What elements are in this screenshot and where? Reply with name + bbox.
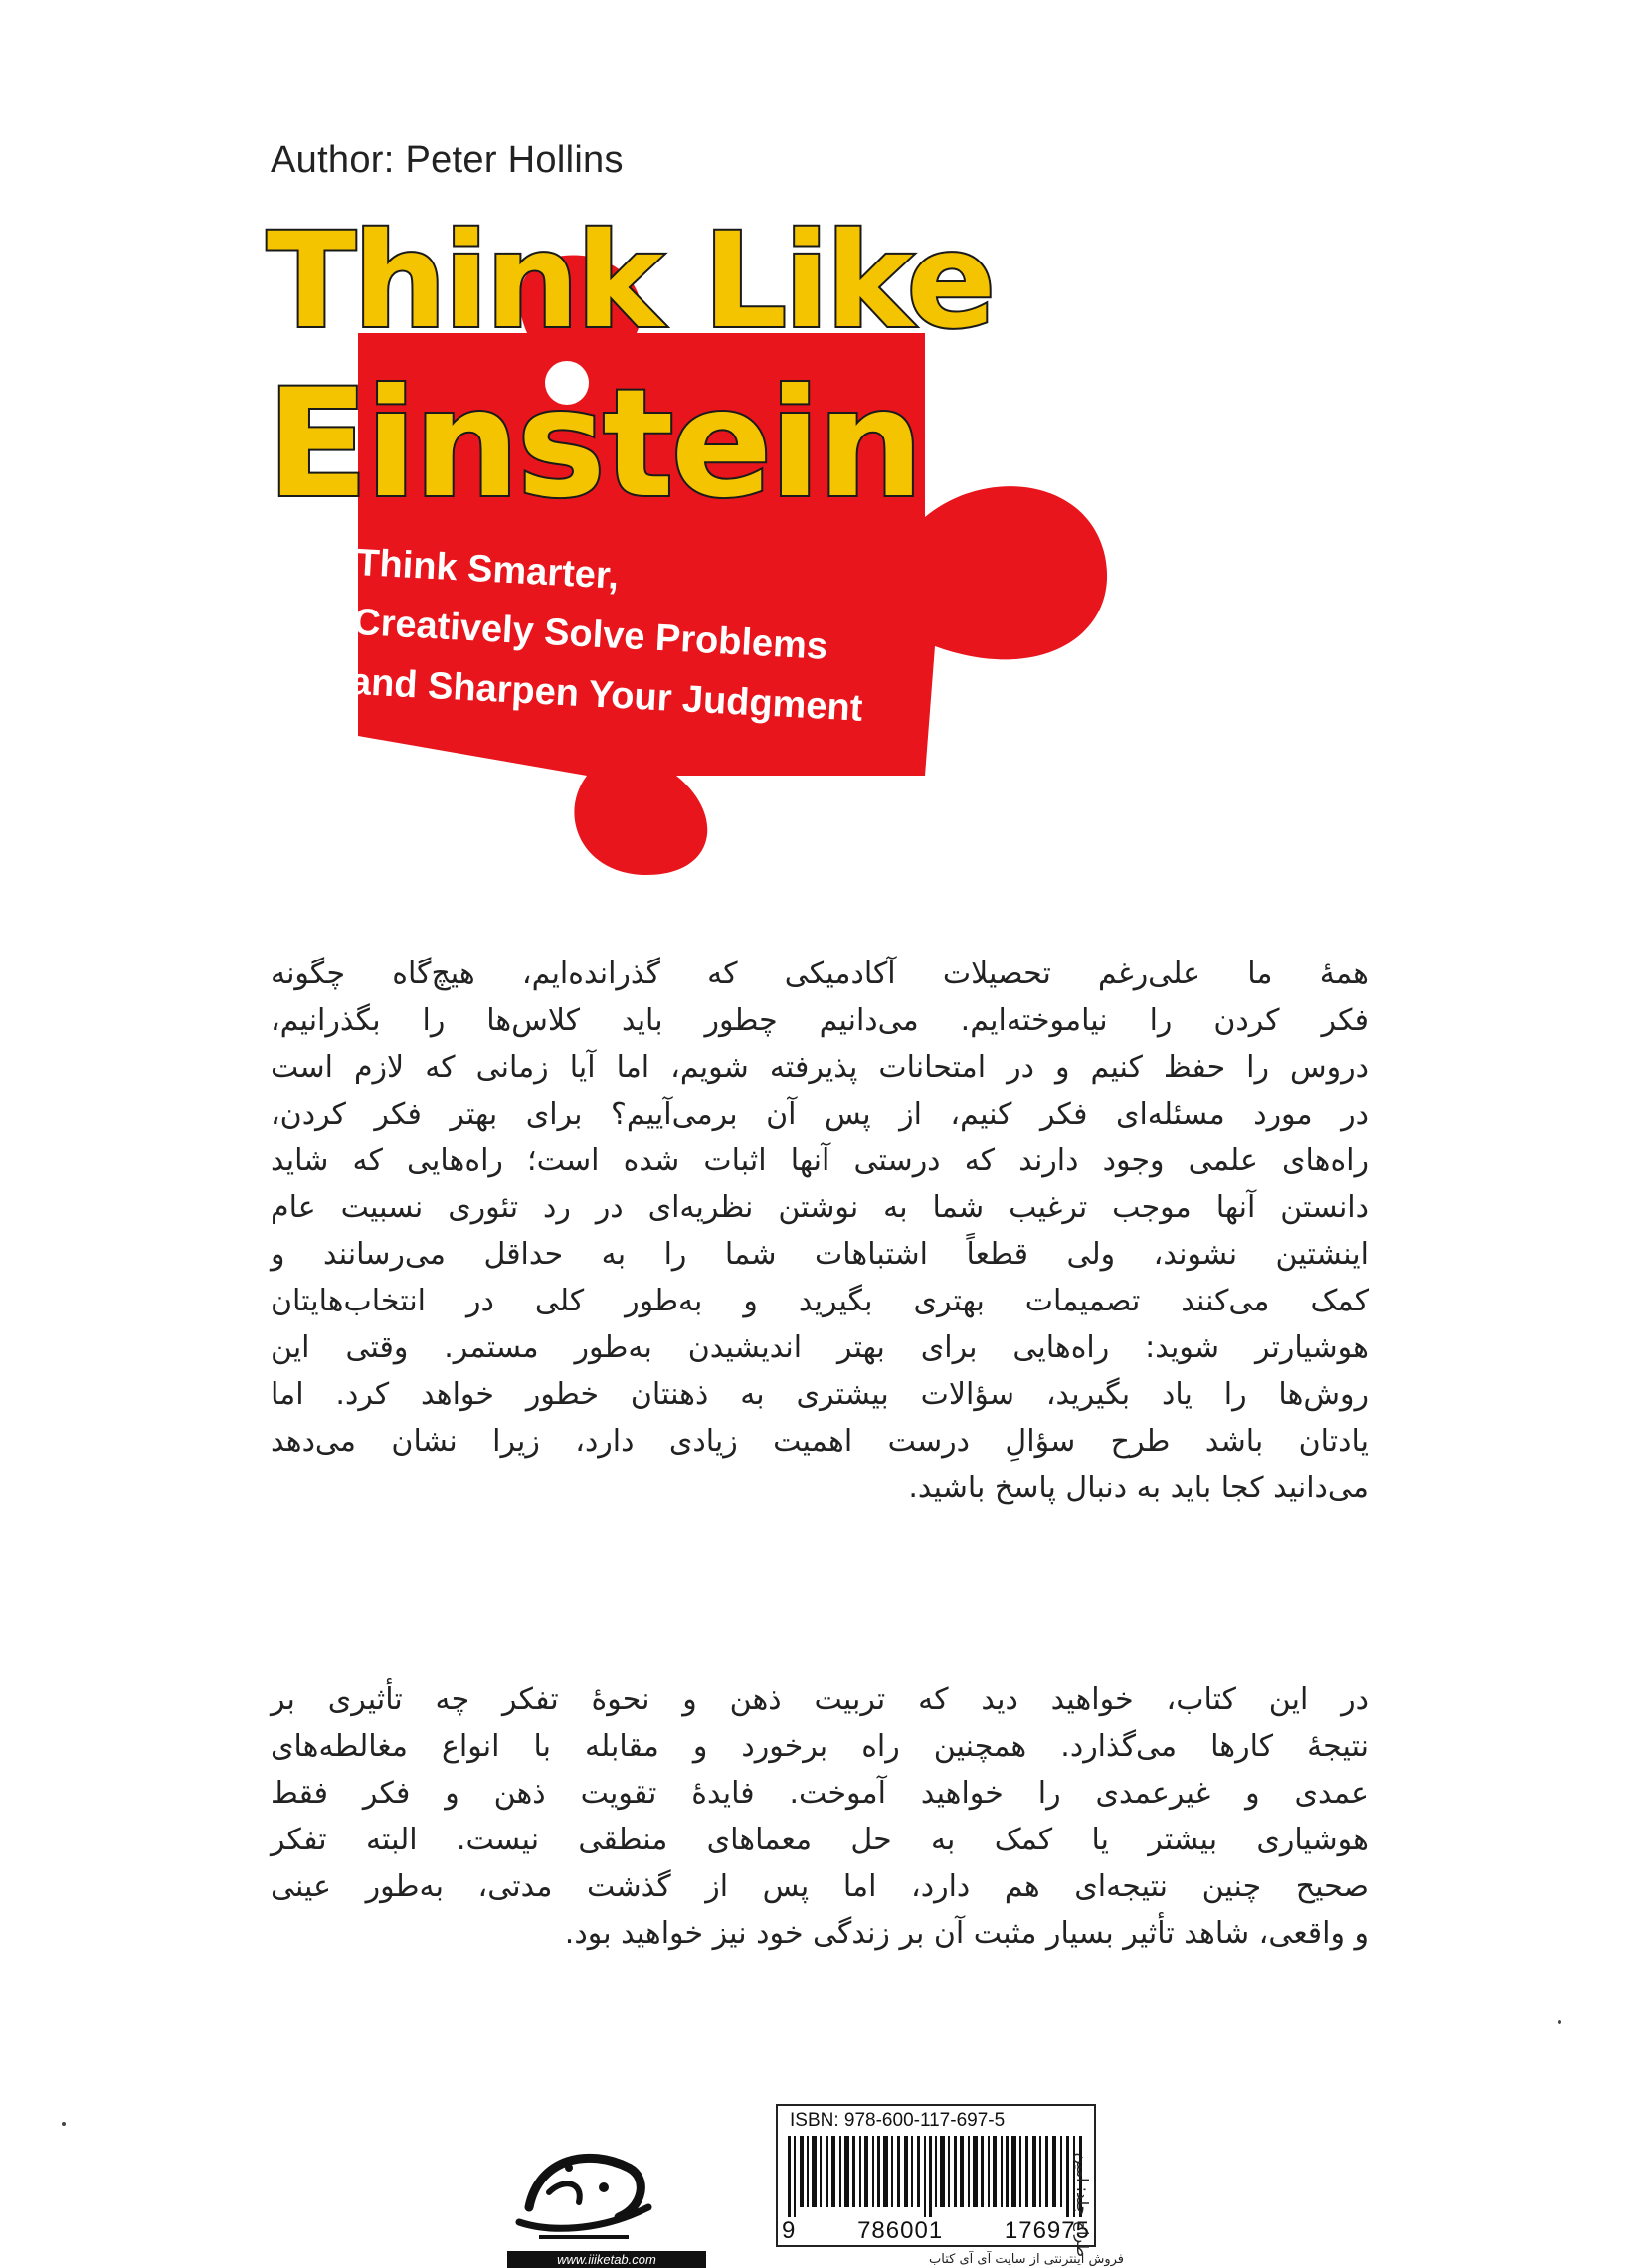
subtitle-line: Creatively Solve Problems [352,601,829,668]
designer-credit: طراح جلد: امین [1073,2152,1092,2257]
text-line: همهٔ ما علی‌رغم تحصیلات آکادمیکی که گذرانده‌ایم، هیچ‌گاه چگونه [271,957,1369,991]
subtitle-line: and Sharpen Your Judgment [349,660,864,730]
text-line: صحیح چنین نتیجه‌ای هم دارد، اما پس از گذشت مدتی، به‌طور عینی [271,1869,1369,1904]
barcode-digits [782,2217,1090,2245]
text-line: فکر کردن را نیاموخته‌ایم. می‌دانیم چطور باید کلاس‌ها را بگذرانیم، [271,1003,1369,1038]
title-line-1: Think Like [267,205,994,358]
isbn-barcode-box [776,2104,1096,2247]
barcode-digit-group: 9 [782,2217,797,2244]
footer-website: www.iiiketab.com [507,2251,706,2268]
isbn-label: ISBN: 978-600-117-697-5 [790,2110,1006,2131]
text-line: و واقعی، شاهد تأثیر بسیار مثبت آن بر زندگی خود نیز خواهید بود. [564,1916,1369,1951]
text-line: یادتان باشد طرح سؤالِ درست اهمیت زیادی دارد، زیرا نشان می‌دهد [271,1424,1369,1459]
text-line: دانستن آنها موجب ترغیب شما به نوشتن نظریه‌ای در رد تئوری نسبیت عام [271,1190,1369,1225]
text-line: می‌دانید کجا باید به دنبال پاسخ باشید. [908,1471,1369,1505]
barcode-digit-group: 786001 [857,2217,944,2244]
barcode-digit-group: 176975 [1004,2217,1090,2244]
subtitle-line: Think Smarter, [355,541,621,598]
footer-text: فروش اینترنتی از سایت آی آی کتاب [929,2252,1124,2267]
author-line: Author: Peter Hollins [271,139,624,181]
publisher-logo [509,2138,658,2247]
speck-mark [1558,2020,1561,2024]
title-line-2: Einstein [267,358,921,531]
text-line: هوشیاری بیشتر یا کمک به حل معماهای منطقی نیست. البته تفکر [271,1823,1369,1857]
text-line: کمک می‌کنند تصمیمات بهتری بگیرید و به‌طور کلی در انتخاب‌هایتان [271,1284,1369,1318]
footer-strip [507,2251,1124,2268]
text-line: روش‌ها را یاد بگیرید، سؤالات بیشتری به ذهنتان خطور خواهد کرد. اما [271,1377,1369,1412]
text-line: نتیجهٔ کارها می‌گذارد. همچنین راه برخورد و مقابله با انواع مغالطه‌های [271,1729,1369,1764]
description-paragraph-2 [271,1676,1369,1957]
text-line: اینشتین نشوند، ولی قطعاً اشتباهات شما را به حداقل می‌رسانند و [271,1237,1369,1272]
barcode-icon [784,2136,1088,2217]
text-line: در مورد مسئله‌ای فکر کنیم، از پس آن برمی‌آییم؟ برای بهتر فکر کردن، [271,1097,1369,1132]
text-line: هوشیارتر شوید: راه‌هایی برای بهتر اندیشیدن به‌طور مستمر. وقتی این [271,1330,1369,1365]
speck-mark [62,2122,66,2126]
subtitle [349,533,871,739]
text-line: عمدی و غیرعمدی را خواهید آموخت. فایدهٔ تقویت ذهن و فکر فقط [271,1776,1369,1811]
text-line: دروس را حفظ کنیم و در امتحانات پذیرفته شویم، اما آیا زمانی که لازم است [271,1050,1369,1085]
text-line: در این کتاب، خواهید دید که تربیت ذهن و نحوهٔ تفکر چه تأثیری بر [271,1682,1369,1717]
description-paragraph-1 [271,951,1369,1511]
text-line: راه‌های علمی وجود دارند که درستی آنها اثبات شده است؛ راه‌هایی که شاید [271,1143,1369,1178]
